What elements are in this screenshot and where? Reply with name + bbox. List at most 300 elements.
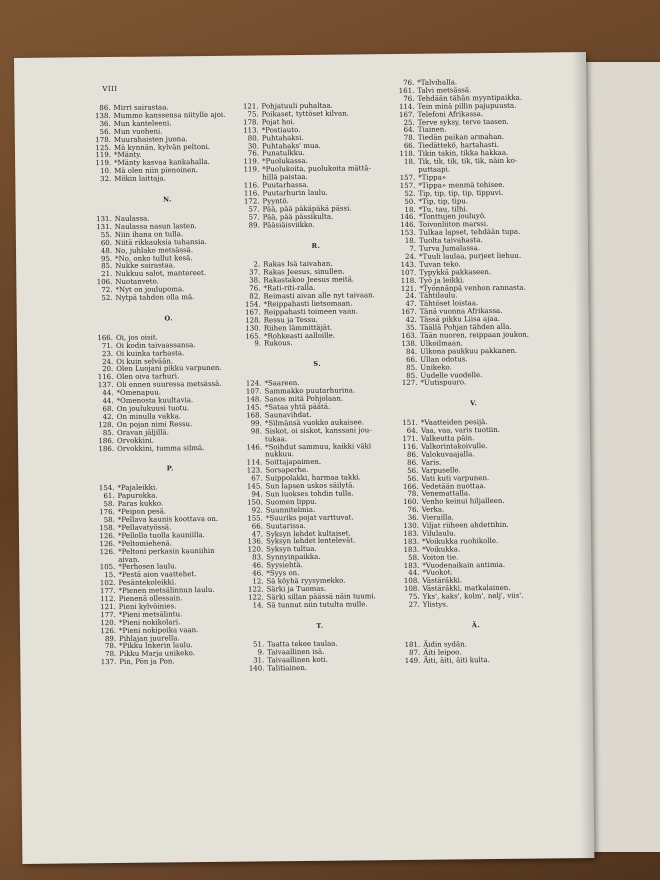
entry-title: *Soihdut sammuu, kaikki väki	[265, 441, 372, 451]
entry-page-number: 76.	[249, 284, 261, 293]
entry-title: Verka.	[421, 505, 445, 514]
entry-title: Orvokkini, tumma silmä.	[117, 443, 205, 453]
entry-title: Tip, tip, tip, tip, tippuvi.	[418, 188, 504, 198]
index-entry	[240, 601, 400, 611]
entry-title: Tulkaa lapset, tehdään tupa.	[418, 227, 521, 237]
entry-title: Oi kuin selvään.	[116, 356, 174, 366]
entry-title: Äiti, äiti, äiti kulta.	[423, 655, 490, 665]
entry-page-number: 119.	[95, 159, 112, 168]
entry-title: *Pieni metsälintu.	[118, 610, 183, 619]
entry-page-number: 46.	[252, 569, 264, 578]
entry-title: *Syys on.	[266, 569, 300, 578]
entry-page-number: 80.	[247, 134, 259, 143]
entry-page-number: 145.	[246, 403, 262, 412]
entry-title: Toivonliiton marssi.	[418, 220, 489, 230]
entry-title: No, juhlako metsässä.	[114, 245, 194, 255]
entry-title: Nytpä tahdon olla mä.	[115, 293, 195, 302]
entry-page-number: 10.	[100, 167, 112, 176]
entry-page-number: 68.	[102, 404, 114, 414]
entry-title: Tikin takin, tikka hakkaa.	[417, 148, 509, 158]
entry-title: *Pajaleikki.	[117, 483, 158, 493]
entry-page-number: 146.	[400, 221, 416, 230]
entry-title: *Omenapuu.	[116, 388, 161, 398]
entry-page-number: 50.	[404, 197, 416, 206]
entry-title: Turva Jumalassa.	[418, 244, 481, 253]
entry-title: Muurahaisten juona.	[113, 134, 188, 144]
entry-title: Tein minä pillin pajupuusta.	[417, 101, 517, 111]
entry-title: Taivaallinen koti.	[267, 656, 329, 665]
entry-page-number: 167.	[245, 308, 261, 317]
entry-title: Puutarhassa.	[262, 180, 309, 190]
entry-page-number: 128.	[245, 316, 261, 325]
entry-page-number: 119.	[243, 165, 260, 174]
entry-title: Synnyinpaikka.	[266, 553, 321, 562]
entry-title: Siskot, oi siskot, kanssani jou-	[264, 425, 372, 436]
entry-title: Pyyntö.	[262, 197, 289, 206]
entry-page-number: 186.	[98, 444, 115, 453]
entry-title: *Tippa»	[418, 173, 447, 182]
entry-page-number: 167.	[398, 110, 415, 119]
entry-title: Naulassa nasun lasten.	[114, 221, 197, 231]
entry-page-number: 72.	[101, 286, 113, 295]
entry-title: Oi, jos oisit.	[115, 333, 158, 342]
entry-page-number: 102.	[99, 579, 116, 588]
entry-title: Vilulaulu.	[421, 529, 456, 538]
entry-title: Saunavihdat.	[264, 410, 312, 420]
entry-page-number: 126.	[100, 626, 117, 635]
entry-page-number: 27.	[408, 600, 420, 609]
entry-page-number: 155.	[247, 514, 263, 523]
entry-page-number: 146.	[246, 442, 263, 452]
entry-title: Oi kodin taivaassansa.	[115, 340, 196, 350]
entry-title: *Vaatteiden pesijä.	[420, 418, 488, 428]
entry-title: *Mänty.	[113, 151, 142, 160]
entry-page-number: 116.	[243, 181, 260, 190]
entry-title: Valkorintakoivulle.	[421, 442, 488, 451]
entry-title: Terve syksy, terve taasen.	[417, 117, 509, 127]
entry-title: *Pienen metsälinnun laulu.	[118, 586, 215, 596]
index-entry	[88, 294, 248, 304]
entry-page-number: 31.	[253, 656, 265, 665]
entry-page-number: 186.	[98, 436, 115, 445]
entry-title: Yks', kaks', kolm', nelj', viis'.	[422, 591, 524, 601]
entry-page-number: 160.	[403, 498, 419, 507]
entry-page-number: 47.	[405, 300, 417, 309]
entry-page-number: 85.	[101, 262, 113, 271]
entry-page-number: 157.	[399, 181, 416, 190]
entry-title: *Peltomiehenä.	[118, 539, 173, 548]
entry-page-number: 58.	[408, 553, 420, 562]
entry-page-number: 137.	[100, 658, 117, 667]
entry-title: Rakas Isä taivahan.	[263, 260, 333, 269]
entry-page-number: 108.	[403, 577, 420, 586]
entry-page-number: 78.	[403, 134, 415, 143]
entry-page-number: 125.	[95, 143, 111, 152]
entry-title: Pääsiäisviikko.	[262, 220, 315, 229]
entry-title: Niin ihana on tulla.	[114, 230, 184, 239]
entry-title: Uudelle vuodelle.	[420, 370, 483, 380]
entry-page-number: 121.	[242, 102, 259, 111]
entry-page-number: 140.	[248, 664, 265, 673]
entry-title: *Pieni nokikolari.	[118, 618, 181, 627]
entry-title: *Perhosen laulu.	[118, 562, 177, 572]
entry-title: Reimasti aivan alle nyt taivaan.	[263, 291, 375, 301]
entry-page-number: 18.	[403, 157, 416, 166]
entry-page-number: 171.	[402, 434, 419, 444]
entry-page-number: 76.	[407, 506, 419, 515]
entry-title: Vati kuti varpunen.	[421, 473, 490, 483]
entry-title: Voiton tie.	[422, 553, 459, 562]
entry-title: Pienenä ollessain.	[118, 594, 183, 603]
section-letter: V.	[470, 399, 478, 408]
entry-page-number: 2.	[253, 260, 261, 269]
entry-title: *Pellava kaunis koottava on.	[117, 514, 219, 524]
entry-title: Puhtahaks' mua.	[261, 141, 321, 150]
entry-page-number: 121.	[400, 284, 417, 293]
entry-title: Äiti leipoo.	[423, 648, 462, 657]
entry-title: Suutarissa.	[265, 521, 306, 530]
entry-page-number: 57.	[248, 213, 260, 222]
entry-title: *Pestä aion vaattehet.	[118, 570, 197, 580]
entry-title: *Postiauto.	[261, 125, 301, 135]
entry-page-number: 181.	[404, 640, 421, 649]
entry-page-number: 183.	[403, 561, 420, 570]
entry-page-number: 85.	[102, 428, 114, 437]
entry-title: Sun luokses tohdin tulla.	[265, 489, 354, 499]
entry-title: Särki sillan päässä näin tuumi.	[266, 591, 376, 602]
entry-title: Sun lapsen uskos säilytä.	[265, 481, 355, 491]
index-page	[14, 52, 594, 864]
entry-page-number: 126.	[99, 531, 116, 540]
entry-page-number: 46.	[252, 561, 264, 570]
entry-title: Pää, pää päkäpäkä pässi.	[262, 204, 352, 214]
entry-page-number: 154.	[244, 300, 261, 309]
entry-title: *Rati-riti-ralla.	[263, 283, 316, 293]
entry-page-number: 114.	[398, 102, 415, 111]
entry-page-number: 176.	[99, 508, 115, 517]
entry-title: Typykkä pakkaseen.	[419, 267, 492, 277]
entry-title: Sä tunnut niin tutulta mulle.	[266, 599, 368, 610]
entry-page-number: 183.	[403, 545, 420, 554]
entry-title: Pää, pää pässikulta.	[262, 212, 334, 222]
entry-page-number: 128.	[98, 420, 114, 429]
entry-page-number: 30.	[247, 141, 259, 151]
entry-title: Taivaallinen isä.	[267, 648, 325, 657]
entry-title: *Sataa yhtä päätä.	[264, 402, 331, 412]
entry-title: Riihen lämmittäjät.	[263, 323, 333, 333]
entry-page-number: 99.	[250, 419, 262, 428]
entry-page-number: 123.	[246, 466, 263, 475]
entry-page-number: 158.	[99, 523, 115, 533]
entry-page-number: 137.	[97, 381, 114, 390]
entry-title: Soittajapaimen.	[265, 458, 322, 467]
entry-title: Mä kynnän, kylvän peltoni.	[113, 142, 211, 152]
entry-title: Oi kuinka tarhasta.	[116, 348, 185, 358]
entry-page-number: 38.	[249, 276, 261, 285]
entry-page-number: 177.	[99, 587, 116, 596]
entry-page-number: 9.	[254, 339, 262, 348]
section-letter: R.	[311, 241, 321, 250]
entry-page-number: 138.	[401, 339, 418, 348]
entry-page-number: 119.	[243, 157, 260, 166]
entry-page-number: 18.	[404, 205, 416, 214]
entry-title: Tähtöset loistaa.	[419, 299, 479, 309]
entry-page-number: 168.	[246, 411, 262, 420]
entry-title: *Omenosta kuultavia.	[116, 396, 194, 406]
entry-page-number: 24.	[102, 357, 114, 366]
entry-page-number: 82.	[249, 292, 261, 301]
entry-page-number: 84.	[405, 347, 418, 356]
entry-page-number: 178.	[95, 135, 111, 144]
entry-title: *Rohkeasti aalloille.	[263, 331, 336, 340]
entry-title: On joulukuusi tuotu.	[116, 404, 190, 413]
entry-title: Syksyn tultua.	[266, 545, 317, 554]
entry-title: Sanos mitä Pohjolaan.	[264, 394, 344, 404]
entry-title: Unikeko.	[420, 363, 452, 372]
section-letter: N.	[163, 195, 172, 204]
entry-title: *Puolukassa.	[262, 157, 308, 166]
entry-page-number: 55.	[100, 230, 112, 239]
entry-page-number: 76.	[247, 149, 260, 158]
entry-page-number: 116.	[402, 442, 419, 451]
entry-title: Mun vuoheni.	[113, 127, 163, 136]
entry-page-number: 66.	[403, 142, 415, 151]
entry-page-number: 118.	[400, 276, 417, 285]
entry-page-number: 154.	[98, 484, 115, 493]
entry-title: Pihlajan juurella.	[119, 633, 180, 643]
entry-page-number: 166.	[97, 333, 113, 342]
entry-page-number: 23.	[101, 349, 114, 358]
entry-title: Tehdään tähän myyntipaikka.	[417, 93, 523, 103]
entry-page-number: 157.	[399, 173, 416, 182]
entry-page-number: 86.	[406, 450, 419, 459]
entry-page-number: 78.	[105, 650, 117, 659]
entry-title: *Suuriks pojat varttuvat.	[265, 513, 354, 523]
entry-title: Taatta tekee taulaa.	[267, 640, 338, 649]
index-entry	[393, 379, 553, 389]
entry-page-number: 120.	[100, 618, 116, 627]
entry-page-number: 52.	[101, 294, 113, 303]
entry-page-number: 56.	[99, 127, 111, 136]
entry-page-number: 78.	[104, 642, 117, 651]
entry-title: Suomen lippu.	[265, 497, 317, 507]
entry-title: Pojat hoi.	[261, 117, 295, 127]
index-entry-continuation: hillä paistaa.	[262, 173, 308, 182]
section-letter: P.	[166, 464, 174, 473]
entry-page-number: 167.	[401, 308, 417, 317]
entry-title: Vierailla.	[421, 513, 454, 522]
entry-page-number: 37.	[249, 268, 261, 277]
entry-title: Venemattalla.	[421, 489, 471, 499]
entry-page-number: 177.	[100, 610, 116, 619]
entry-page-number: 92.	[251, 506, 263, 515]
entry-page-number: 143.	[400, 260, 417, 269]
entry-title: *Tonttujen jouluyö.	[418, 212, 487, 222]
entry-page-number: 121.	[100, 602, 116, 612]
entry-title: Nukke sairastaa.	[115, 261, 176, 271]
index-column-2	[234, 102, 400, 674]
entry-title: Sammakko puutarhurina.	[264, 386, 356, 396]
section-letter: T.	[316, 621, 324, 630]
entry-page-number: 24.	[405, 292, 417, 301]
entry-page-number: 76.	[403, 78, 415, 87]
entry-title: *Puolukoita, puolukoita mättä-	[262, 164, 371, 174]
entry-title: Viljat riiheen ahdettihin.	[421, 520, 509, 530]
entry-page-number: 138.	[94, 111, 111, 121]
entry-page-number: 114.	[246, 458, 263, 467]
entry-page-number: 56.	[407, 474, 419, 483]
entry-page-number: 165.	[245, 331, 261, 341]
entry-page-number: 61.	[103, 492, 115, 501]
entry-page-number: 166.	[402, 482, 419, 491]
entry-page-number: 20.	[102, 365, 114, 374]
entry-title: Tiainen.	[417, 125, 447, 135]
entry-title: Pikku Marja unikeko.	[119, 649, 195, 659]
entry-title: On minulla vakka.	[116, 412, 182, 421]
entry-title: Tässä pikku Liisa ajaa.	[419, 315, 501, 324]
entry-page-number: 9.	[257, 648, 265, 657]
entry-page-number: 86.	[99, 103, 111, 113]
entry-title: Talvi metsässä.	[417, 86, 472, 95]
entry-page-number: 36.	[407, 513, 419, 523]
entry-title: Papurokka.	[117, 491, 158, 501]
entry-page-number: 148.	[245, 395, 262, 404]
entry-title: Puutarhurin laulu.	[262, 188, 328, 198]
entry-title: *Tuuli laulaa, purjeet liehuu.	[419, 251, 522, 261]
entry-page-number: 105.	[99, 563, 116, 572]
index-column-3	[390, 78, 556, 665]
index-entry	[240, 664, 400, 674]
entry-page-number: 52.	[404, 189, 416, 198]
entry-page-number: 75.	[408, 592, 420, 602]
entry-title: *Tip, tip, tipu.	[418, 196, 469, 206]
entry-title: *Vuokot.	[422, 568, 453, 578]
entry-title: Rukous.	[263, 339, 293, 348]
entry-page-number: 44.	[102, 397, 114, 406]
entry-page-number: 107.	[400, 268, 417, 277]
entry-title: Mä olen niin pienoinen.	[114, 166, 199, 176]
entry-page-number: 106.	[96, 278, 113, 287]
entry-title: Pohjatuuli puhaltaa.	[261, 101, 333, 111]
entry-page-number: 7.	[409, 244, 417, 253]
entry-page-number: 18.	[404, 236, 416, 246]
entry-title: Oravan jäljillä.	[116, 428, 169, 437]
index-entry-continuation: nukkuu.	[265, 450, 294, 459]
entry-title: *Voikukka ruohikolle.	[422, 536, 499, 546]
entry-page-number: 56.	[407, 466, 419, 475]
page-number: VIII	[102, 84, 118, 94]
entry-page-number: 107.	[245, 387, 262, 396]
entry-page-number: 151.	[402, 419, 418, 428]
entry-title: Ressu ja Tessu.	[263, 315, 318, 325]
entry-page-number: 64.	[406, 426, 418, 436]
entry-page-number: 172.	[243, 197, 260, 206]
entry-title: Tään nuoren, reippaan joukon.	[419, 330, 530, 340]
entry-page-number: 130.	[403, 521, 419, 530]
entry-title: On pojan nimi Ressu.	[116, 419, 193, 429]
entry-page-number: 36.	[99, 119, 111, 128]
entry-page-number: 15.	[104, 571, 116, 580]
entry-title: Vedetään nuottaa.	[421, 481, 487, 491]
entry-title: *Peipon pesä.	[117, 507, 167, 517]
entry-page-number: 131.	[96, 214, 112, 224]
entry-title: Suunnitelmia.	[265, 505, 316, 515]
entry-page-number: 116.	[97, 373, 114, 382]
entry-page-number: 66.	[251, 522, 263, 531]
entry-title: Ullan odotus.	[420, 354, 468, 364]
entry-title: Poikaset, tyttöset kilvan.	[261, 109, 349, 119]
entry-title: Tiedättekö, hartahasti.	[417, 141, 499, 151]
entry-page-number: 161.	[398, 86, 415, 95]
entry-title: Täällä Pohjan tähden alla.	[419, 322, 512, 332]
entry-title: Telefoni Afrikassa.	[417, 109, 484, 119]
entry-page-number: 75.	[247, 110, 259, 119]
entry-title: Ylistys.	[422, 600, 449, 609]
index-entry	[92, 658, 252, 668]
entry-page-number: 21.	[101, 270, 113, 279]
entry-title: Pin, Pön ja Pon.	[119, 657, 175, 667]
entry-title: Sä köyhä ryysymekko.	[266, 576, 346, 586]
entry-page-number: 78.	[407, 490, 419, 499]
entry-title: *Uutispuuro.	[420, 378, 467, 388]
entry-title: Varpuselle.	[421, 466, 461, 475]
entry-title: Valkeutta päin.	[420, 434, 475, 443]
entry-title: Varis.	[421, 458, 442, 467]
entry-page-number: 83.	[252, 553, 264, 562]
entry-title: Syksyn lehdet lentelevät.	[266, 536, 356, 546]
entry-title: Tuvan teko.	[419, 260, 461, 269]
entry-page-number: 12.	[252, 577, 264, 586]
index-entry	[87, 175, 247, 185]
entry-title: Paras kukko.	[117, 499, 164, 509]
entry-page-number: 66.	[405, 355, 418, 364]
index-entry	[396, 600, 556, 610]
entry-title: Pieni kylvöinies.	[118, 602, 177, 611]
entry-title: Mummo kanssensa niitylle ajoi.	[113, 110, 226, 120]
entry-page-number: 87.	[409, 648, 421, 657]
index-column-1	[86, 104, 252, 668]
entry-page-number: 85.	[406, 363, 418, 372]
index-entry-continuation: tukaa.	[264, 434, 288, 444]
entry-title: *Vuodenaikain antimia.	[422, 560, 506, 570]
entry-title: Työ ja leikki.	[419, 275, 465, 285]
entry-title: Äidin sydän.	[423, 640, 467, 649]
entry-page-number: 131.	[96, 222, 112, 232]
entry-title: *No, onko tullut kesä.	[115, 253, 193, 263]
entry-page-number: 51.	[252, 640, 265, 649]
entry-title: Orvokkini.	[116, 436, 155, 445]
entry-title: *Pellolla tuolla kauniilla.	[117, 530, 205, 540]
entry-page-number: 64.	[403, 126, 415, 135]
entry-title: Mirri sairastaa.	[113, 103, 169, 112]
entry-title: Olen oiva tarhuri.	[116, 372, 180, 382]
entry-page-number: 42.	[102, 412, 114, 421]
entry-page-number: 76.	[403, 94, 415, 103]
entry-page-number: 44.	[102, 389, 114, 398]
entry-page-number: 95.	[100, 254, 113, 263]
entry-title: Tähtilaulu.	[419, 291, 458, 301]
entry-title: Särki ja Tuomas.	[266, 584, 327, 594]
entry-title: Tik, tik, tik, tik, tik, näin ko-	[418, 156, 518, 166]
index-entry	[237, 339, 397, 349]
section-letter: Ä.	[471, 621, 481, 630]
entry-page-number: 67.	[251, 474, 263, 483]
entry-page-number: 126.	[99, 547, 116, 556]
entry-page-number: 47.	[251, 529, 264, 539]
entry-page-number: 120.	[247, 545, 264, 554]
entry-page-number: 112.	[100, 594, 116, 604]
entry-title: *Peltoni perkasin kauniihin	[118, 546, 215, 556]
